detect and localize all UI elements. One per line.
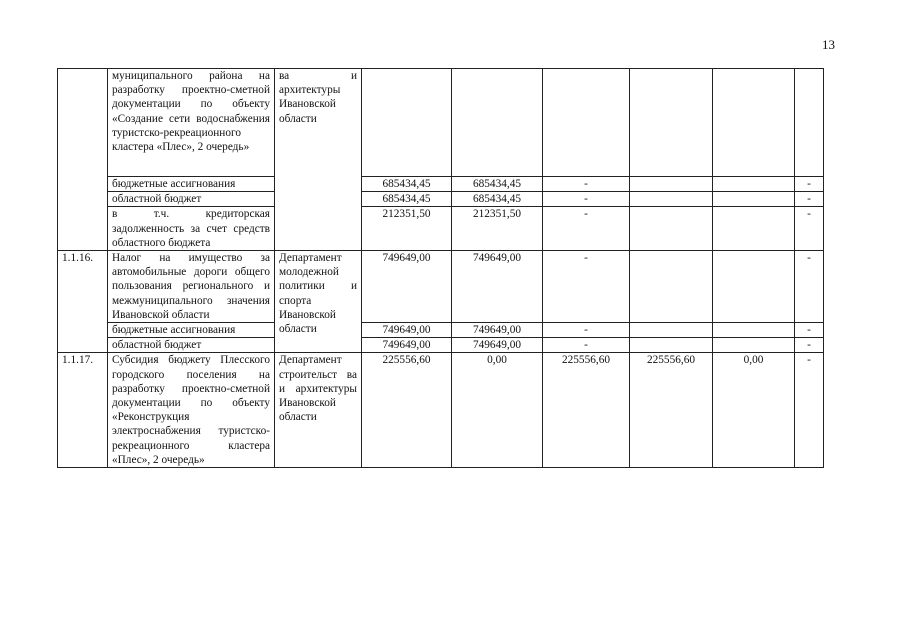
value-cell xyxy=(630,338,713,353)
value-cell xyxy=(452,69,543,177)
item-name: Субсидия бюджету Плесского городского поселения на разработку проектно-сметной документации по объекту «Реконструкция электроснабжения туристско-рекреационного кластера «Плес», 2 очередь» xyxy=(108,353,275,468)
row-label: областной бюджет xyxy=(108,338,275,353)
value-cell: 685434,45 xyxy=(362,192,452,207)
value-cell: 749649,00 xyxy=(362,251,452,323)
value-cell: 225556,60 xyxy=(362,353,452,468)
value-cell: - xyxy=(795,192,824,207)
value-cell: 0,00 xyxy=(713,353,795,468)
row-label: областной бюджет xyxy=(108,192,275,207)
value-cell: 212351,50 xyxy=(452,207,543,251)
value-cell: 749649,00 xyxy=(452,251,543,323)
table-row xyxy=(58,69,824,177)
executor-cell xyxy=(275,69,362,251)
value-cell: - xyxy=(543,192,630,207)
row-label: в т.ч. кредиторская задолженность за счет средств областного бюджета xyxy=(108,207,275,251)
table-row xyxy=(58,338,824,353)
value-cell: 685434,45 xyxy=(362,177,452,192)
value-cell: - xyxy=(795,207,824,251)
executor-name: Департамент строительст ва и архитектуры Ивановской области xyxy=(275,353,362,468)
value-cell: - xyxy=(543,323,630,338)
value-cell xyxy=(630,323,713,338)
item-name: Налог на имущество за автомобильные дороги общего пользования регионального и межмуниципального значения Ивановской области xyxy=(108,251,275,323)
value-cell xyxy=(543,69,630,177)
table-row xyxy=(58,323,824,338)
executor-name: ва и архитектуры Ивановской области xyxy=(279,70,357,125)
value-cell xyxy=(630,251,713,323)
value-cell: 685434,45 xyxy=(452,177,543,192)
executor-name: Департамент молодежной политики и спорта Ивановской области xyxy=(275,251,362,353)
item-name: муниципального района на разработку проектно-сметной документации по объекту «Создание сети водоснабжения туристско-рекреационного кластера «Плес», 2 очередь» xyxy=(112,70,270,154)
item-name-cell xyxy=(108,69,275,177)
value-cell: - xyxy=(543,338,630,353)
item-number: 1.1.17. xyxy=(58,353,108,468)
table-row xyxy=(58,192,824,207)
table-row xyxy=(58,353,824,468)
value-cell: - xyxy=(795,251,824,323)
value-cell: 749649,00 xyxy=(362,323,452,338)
value-cell xyxy=(630,192,713,207)
value-cell: 225556,60 xyxy=(543,353,630,468)
value-cell: - xyxy=(795,177,824,192)
value-cell: - xyxy=(543,251,630,323)
table-row xyxy=(58,177,824,192)
value-cell xyxy=(630,69,713,177)
item-number: 1.1.16. xyxy=(58,251,108,353)
value-cell: 749649,00 xyxy=(452,323,543,338)
value-cell xyxy=(630,207,713,251)
value-cell xyxy=(713,251,795,323)
value-cell xyxy=(713,69,795,177)
value-cell: 225556,60 xyxy=(630,353,713,468)
row-label: бюджетные ассигнования xyxy=(108,323,275,338)
value-cell xyxy=(713,177,795,192)
table-row xyxy=(58,207,824,251)
value-cell xyxy=(713,207,795,251)
page-number: 13 xyxy=(822,37,835,52)
value-cell: - xyxy=(795,338,824,353)
item-number-cell xyxy=(58,69,108,251)
row-label: бюджетные ассигнования xyxy=(108,177,275,192)
value-cell xyxy=(713,323,795,338)
value-cell xyxy=(630,177,713,192)
value-cell: - xyxy=(795,323,824,338)
value-cell: - xyxy=(543,177,630,192)
value-cell xyxy=(362,69,452,177)
value-cell xyxy=(713,338,795,353)
value-cell: - xyxy=(543,207,630,251)
value-cell: 0,00 xyxy=(452,353,543,468)
budget-table xyxy=(57,68,824,468)
value-cell: 685434,45 xyxy=(452,192,543,207)
value-cell xyxy=(795,69,824,177)
value-cell: 749649,00 xyxy=(452,338,543,353)
value-cell: 212351,50 xyxy=(362,207,452,251)
value-cell xyxy=(713,192,795,207)
value-cell: - xyxy=(795,353,824,468)
value-cell: 749649,00 xyxy=(362,338,452,353)
table-row xyxy=(58,251,824,323)
